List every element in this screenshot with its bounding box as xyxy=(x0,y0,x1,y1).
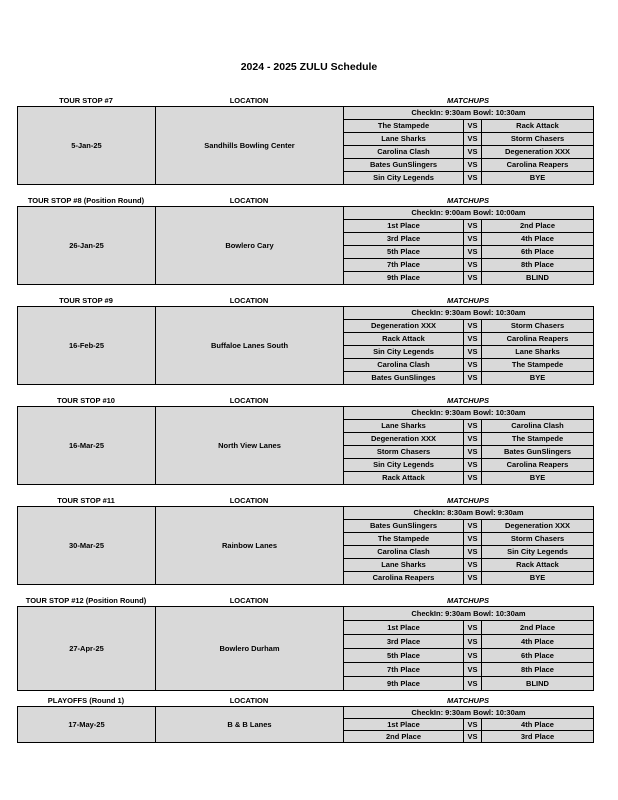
team-home: 7th Place xyxy=(344,663,464,677)
team-away: Sin City Legends xyxy=(482,546,594,559)
vs-label: VS xyxy=(464,677,482,691)
team-home: Lane Sharks xyxy=(344,133,464,146)
team-away: Carolina Clash xyxy=(482,420,594,433)
vs-label: VS xyxy=(464,320,482,333)
checkin-time: CheckIn: 9:30am Bowl: 10:30am xyxy=(344,407,594,420)
vs-label: VS xyxy=(464,635,482,649)
team-home: Lane Sharks xyxy=(344,559,464,572)
team-home: Carolina Clash xyxy=(344,546,464,559)
team-away: 2nd Place xyxy=(482,220,594,233)
tour-stop-name: PLAYOFFS (Round 1) xyxy=(47,696,125,705)
vs-label: VS xyxy=(464,333,482,346)
team-away: Carolina Reapers xyxy=(482,333,594,346)
team-away: The Stampede xyxy=(482,433,594,446)
tour-stop-name: TOUR STOP #10 xyxy=(57,396,115,405)
matchups-header: MATCHUPS xyxy=(447,96,489,105)
team-away: Storm Chasers xyxy=(482,533,594,546)
stop-date: 16-Mar-25 xyxy=(18,407,156,485)
tour-stop-header xyxy=(17,395,593,406)
checkin-time: CheckIn: 9:30am Bowl: 10:30am xyxy=(344,307,594,320)
stop-location: Buffaloe Lanes South xyxy=(156,307,344,385)
vs-label: VS xyxy=(464,346,482,359)
vs-label: VS xyxy=(464,359,482,372)
team-home: 1st Place xyxy=(344,719,464,731)
schedule-table xyxy=(17,506,594,585)
team-away: Storm Chasers xyxy=(482,133,594,146)
schedule-table xyxy=(17,106,594,185)
team-away: BYE xyxy=(482,172,594,185)
checkin-row xyxy=(18,507,594,520)
matchups-header: MATCHUPS xyxy=(447,596,489,605)
checkin-row xyxy=(18,107,594,120)
team-home: Carolina Reapers xyxy=(344,572,464,585)
team-home: 7th Place xyxy=(344,259,464,272)
vs-label: VS xyxy=(464,233,482,246)
matchups-header: MATCHUPS xyxy=(447,296,489,305)
matchups-header: MATCHUPS xyxy=(447,196,489,205)
team-home: The Stampede xyxy=(344,120,464,133)
schedule-table xyxy=(17,306,594,385)
location-header: LOCATION xyxy=(229,496,269,505)
vs-label: VS xyxy=(464,572,482,585)
checkin-row xyxy=(18,707,594,719)
stop-date: 5-Jan-25 xyxy=(18,107,156,185)
vs-label: VS xyxy=(464,133,482,146)
team-home: The Stampede xyxy=(344,533,464,546)
tour-stop-name: TOUR STOP #11 xyxy=(57,496,115,505)
team-home: 1st Place xyxy=(344,621,464,635)
team-away: Degeneration XXX xyxy=(482,520,594,533)
checkin-row xyxy=(18,607,594,621)
location-header: LOCATION xyxy=(229,96,269,105)
team-away: BYE xyxy=(482,572,594,585)
schedule-table xyxy=(17,706,594,743)
page-title: 2024 - 2025 ZULU Schedule xyxy=(240,61,378,73)
vs-label: VS xyxy=(464,220,482,233)
tour-stop-block xyxy=(17,695,593,743)
location-header: LOCATION xyxy=(229,596,269,605)
tour-stop-block xyxy=(17,395,593,485)
team-away: Carolina Reapers xyxy=(482,459,594,472)
team-home: 5th Place xyxy=(344,649,464,663)
tour-stop-block xyxy=(17,595,593,691)
team-home: Bates GunSlinges xyxy=(344,372,464,385)
vs-label: VS xyxy=(464,546,482,559)
team-home: Degeneration XXX xyxy=(344,433,464,446)
matchups-header: MATCHUPS xyxy=(447,496,489,505)
vs-label: VS xyxy=(464,433,482,446)
stop-date: 26-Jan-25 xyxy=(18,207,156,285)
tour-stop-header xyxy=(17,95,593,106)
checkin-time: CheckIn: 8:30am Bowl: 9:30am xyxy=(344,507,594,520)
team-home: 3rd Place xyxy=(344,233,464,246)
vs-label: VS xyxy=(464,259,482,272)
vs-label: VS xyxy=(464,172,482,185)
tour-stop-block xyxy=(17,495,593,585)
team-away: 4th Place xyxy=(482,719,594,731)
vs-label: VS xyxy=(464,146,482,159)
checkin-row xyxy=(18,207,594,220)
stop-location: Bowlero Durham xyxy=(156,607,344,691)
vs-label: VS xyxy=(464,420,482,433)
schedule-table xyxy=(17,406,594,485)
checkin-time: CheckIn: 9:30am Bowl: 10:30am xyxy=(344,707,594,719)
schedule-table xyxy=(17,206,594,285)
team-away: 6th Place xyxy=(482,246,594,259)
stop-date: 30-Mar-25 xyxy=(18,507,156,585)
tour-stop-name: TOUR STOP #12 (Position Round) xyxy=(25,596,147,605)
vs-label: VS xyxy=(464,372,482,385)
matchups-header: MATCHUPS xyxy=(447,696,489,705)
checkin-time: CheckIn: 9:00am Bowl: 10:00am xyxy=(344,207,594,220)
stop-date: 27-Apr-25 xyxy=(18,607,156,691)
vs-label: VS xyxy=(464,621,482,635)
vs-label: VS xyxy=(464,246,482,259)
stop-date: 16-Feb-25 xyxy=(18,307,156,385)
team-away: BYE xyxy=(482,472,594,485)
team-home: Sin City Legends xyxy=(344,172,464,185)
checkin-time: CheckIn: 9:30am Bowl: 10:30am xyxy=(344,607,594,621)
team-away: 8th Place xyxy=(482,259,594,272)
stop-date: 17-May-25 xyxy=(18,707,156,743)
location-header: LOCATION xyxy=(229,296,269,305)
vs-label: VS xyxy=(464,459,482,472)
stop-location: North View Lanes xyxy=(156,407,344,485)
team-home: 5th Place xyxy=(344,246,464,259)
stop-location: Sandhills Bowling Center xyxy=(156,107,344,185)
team-home: Sin City Legends xyxy=(344,346,464,359)
team-away: 3rd Place xyxy=(482,731,594,743)
vs-label: VS xyxy=(464,649,482,663)
vs-label: VS xyxy=(464,472,482,485)
tour-stop-header xyxy=(17,595,593,606)
team-home: Rack Attack xyxy=(344,333,464,346)
team-away: Storm Chasers xyxy=(482,320,594,333)
team-away: Rack Attack xyxy=(482,120,594,133)
vs-label: VS xyxy=(464,272,482,285)
team-home: Lane Sharks xyxy=(344,420,464,433)
team-away: BLIND xyxy=(482,272,594,285)
team-home: Sin City Legends xyxy=(344,459,464,472)
team-away: Carolina Reapers xyxy=(482,159,594,172)
tour-stop-header xyxy=(17,195,593,206)
stop-location: Rainbow Lanes xyxy=(156,507,344,585)
team-home: 9th Place xyxy=(344,677,464,691)
location-header: LOCATION xyxy=(229,696,269,705)
vs-label: VS xyxy=(464,159,482,172)
tour-stop-name: TOUR STOP #9 xyxy=(59,296,113,305)
vs-label: VS xyxy=(464,520,482,533)
team-home: 3rd Place xyxy=(344,635,464,649)
team-home: Carolina Clash xyxy=(344,146,464,159)
tour-stop-name: TOUR STOP #8 (Position Round) xyxy=(27,196,145,205)
team-home: Bates GunSlingers xyxy=(344,520,464,533)
team-away: 8th Place xyxy=(482,663,594,677)
team-away: 6th Place xyxy=(482,649,594,663)
checkin-time: CheckIn: 9:30am Bowl: 10:30am xyxy=(344,107,594,120)
stop-location: Bowlero Cary xyxy=(156,207,344,285)
team-away: Bates GunSlingers xyxy=(482,446,594,459)
vs-label: VS xyxy=(464,559,482,572)
team-away: 4th Place xyxy=(482,635,594,649)
team-home: Degeneration XXX xyxy=(344,320,464,333)
tour-stop-header xyxy=(17,295,593,306)
vs-label: VS xyxy=(464,446,482,459)
tour-stop-name: TOUR STOP #7 xyxy=(59,96,113,105)
vs-label: VS xyxy=(464,731,482,743)
tour-stop-header xyxy=(17,495,593,506)
team-home: Rack Attack xyxy=(344,472,464,485)
team-away: 2nd Place xyxy=(482,621,594,635)
schedule-table xyxy=(17,606,594,691)
tour-stop-header xyxy=(17,695,593,706)
vs-label: VS xyxy=(464,663,482,677)
stop-location: B & B Lanes xyxy=(156,707,344,743)
team-away: Degeneration XXX xyxy=(482,146,594,159)
team-home: 9th Place xyxy=(344,272,464,285)
team-away: Rack Attack xyxy=(482,559,594,572)
team-home: 2nd Place xyxy=(344,731,464,743)
team-away: The Stampede xyxy=(482,359,594,372)
team-home: Storm Chasers xyxy=(344,446,464,459)
vs-label: VS xyxy=(464,719,482,731)
team-away: 4th Place xyxy=(482,233,594,246)
team-away: BLIND xyxy=(482,677,594,691)
team-home: Carolina Clash xyxy=(344,359,464,372)
team-home: Bates GunSlingers xyxy=(344,159,464,172)
location-header: LOCATION xyxy=(229,396,269,405)
location-header: LOCATION xyxy=(229,196,269,205)
team-away: BYE xyxy=(482,372,594,385)
vs-label: VS xyxy=(464,120,482,133)
tour-stop-block xyxy=(17,295,593,385)
checkin-row xyxy=(18,307,594,320)
checkin-row xyxy=(18,407,594,420)
team-away: Lane Sharks xyxy=(482,346,594,359)
vs-label: VS xyxy=(464,533,482,546)
tour-stop-block xyxy=(17,195,593,285)
team-home: 1st Place xyxy=(344,220,464,233)
tour-stop-block xyxy=(17,95,593,185)
matchups-header: MATCHUPS xyxy=(447,396,489,405)
